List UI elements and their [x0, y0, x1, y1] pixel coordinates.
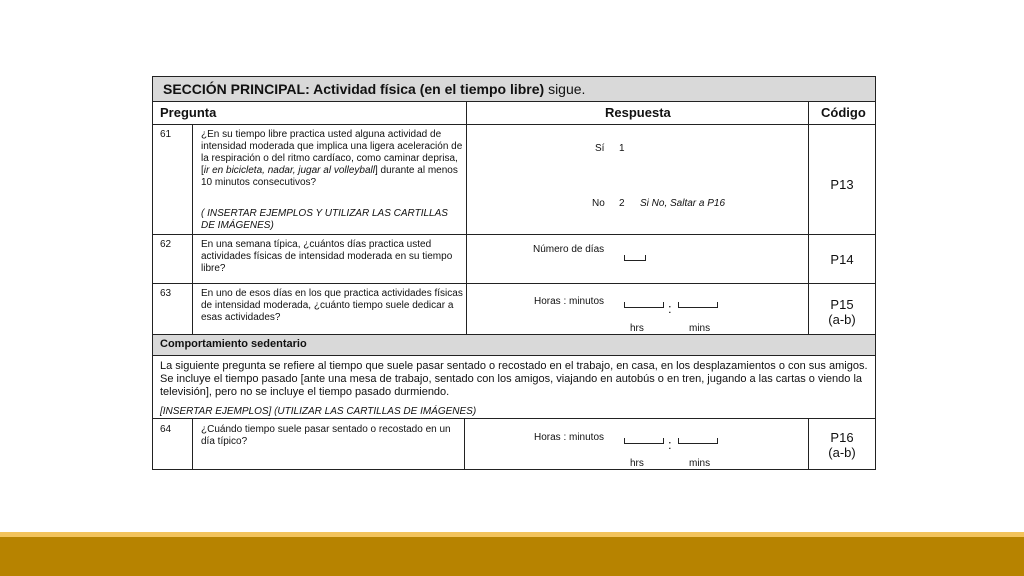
- q63-number: 63: [160, 288, 172, 299]
- sedentary-divider: [153, 418, 875, 419]
- sedentary-header-divider: [153, 355, 875, 356]
- q62-number: 62: [160, 239, 172, 250]
- q63-code-main: P15: [830, 297, 854, 312]
- header-codigo: Código: [821, 105, 866, 120]
- col-divider-num: [192, 124, 193, 336]
- q62-response-label: Número de días: [533, 244, 605, 255]
- q61-skip-instruction: Si No, Saltar a P16: [640, 198, 726, 209]
- q64-minutes-box[interactable]: [678, 438, 718, 444]
- footer-bar: [0, 537, 1024, 576]
- q64-number: 64: [160, 424, 172, 435]
- q61-instruction: ( INSERTAR EJEMPLOS Y UTILIZAR LAS CARTILLAS DE IMÁGENES): [201, 208, 448, 231]
- q61-si-value: 1: [619, 143, 625, 154]
- q61-no-label: No: [592, 198, 605, 209]
- sedentary-section-header: Comportamiento sedentario: [153, 335, 875, 355]
- q61-number: 61: [160, 129, 172, 140]
- sedentary-instruction: [INSERTAR EJEMPLOS] (UTILIZAR LAS CARTILLAS DE IMÁGENES): [160, 406, 477, 417]
- q62-code: P14: [830, 252, 854, 267]
- q63-response-label: Horas : minutos: [534, 296, 605, 307]
- questionnaire-form: [152, 76, 876, 470]
- col-divider-respuesta: [466, 102, 467, 336]
- q64-colon: :: [668, 437, 672, 452]
- q63-code-sub: (a-b): [828, 312, 856, 327]
- q64-code-sub: (a-b): [828, 445, 856, 460]
- header-respuesta: Respuesta: [605, 105, 671, 120]
- q61-text: [201, 129, 463, 189]
- section-title-rest: sigue.: [548, 81, 586, 97]
- col-divider-respuesta-64: [464, 418, 465, 470]
- q61-text-a: ¿En su tiempo libre practica usted alguna actividad de intensidad moderada que implica una ligera aceleración de la respiración o del ritmo cardíaco, como caminar deprisa, [: [201, 129, 463, 176]
- row-divider-61: [153, 234, 875, 235]
- q63-mins-label: mins: [689, 323, 711, 334]
- q61-si-label: Sí: [595, 143, 605, 154]
- header-divider: [153, 124, 875, 125]
- q64-code-main: P16: [830, 430, 854, 445]
- row-divider-62: [153, 283, 875, 284]
- q63-minutes-box[interactable]: [678, 302, 718, 308]
- q63-hours-box[interactable]: [624, 302, 664, 308]
- q63-hrs-label: hrs: [630, 323, 644, 334]
- q64-hrs-label: hrs: [630, 458, 644, 469]
- q64-mins-label: mins: [689, 458, 711, 469]
- q62-days-box[interactable]: [624, 255, 646, 261]
- q64-code: [809, 430, 875, 460]
- q64-text: ¿Cuándo tiempo suele pasar sentado o recostado en un día típico?: [201, 424, 451, 447]
- header-pregunta: Pregunta: [160, 105, 217, 120]
- q61-text-italic: ir en bicicleta, nadar, jugar al volleyball: [203, 165, 375, 176]
- q61-text-b: ] durante al menos 10 minutos consecutivos?: [201, 165, 458, 188]
- q62-text: En una semana típica, ¿cuántos días practica usted actividades físicas de intensidad moderada en su tiempo libre?: [201, 239, 453, 274]
- section-title-bold: SECCIÓN PRINCIPAL: Actividad física (en el tiempo libre): [163, 81, 545, 97]
- col-divider-num-64: [192, 418, 193, 470]
- sedentary-paragraph: La siguiente pregunta se refiere al tiempo que suele pasar sentado o recostado en el trabajo, en casa, en los desplazamientos o con sus amigos. Se incluye el tiempo pasado [ante una mesa de trabajo, sentado con los amigos, viajando en autobús o en tren, jugando a las cartas o viendo la televisión], pero no se incluye el tiempo pasado durmiendo.: [160, 360, 868, 398]
- q61-no-value: 2: [619, 198, 625, 209]
- q63-text: En uno de esos días en los que practica actividades físicas de intensidad moderada, ¿cuánto tiempo suele dedicar a esas actividades?: [201, 288, 463, 323]
- q64-response-label: Horas : minutos: [534, 432, 605, 443]
- q61-code: P13: [830, 177, 854, 192]
- q63-code: [809, 297, 875, 327]
- q63-colon: :: [668, 301, 672, 316]
- section-title: [153, 77, 875, 102]
- q64-hours-box[interactable]: [624, 438, 664, 444]
